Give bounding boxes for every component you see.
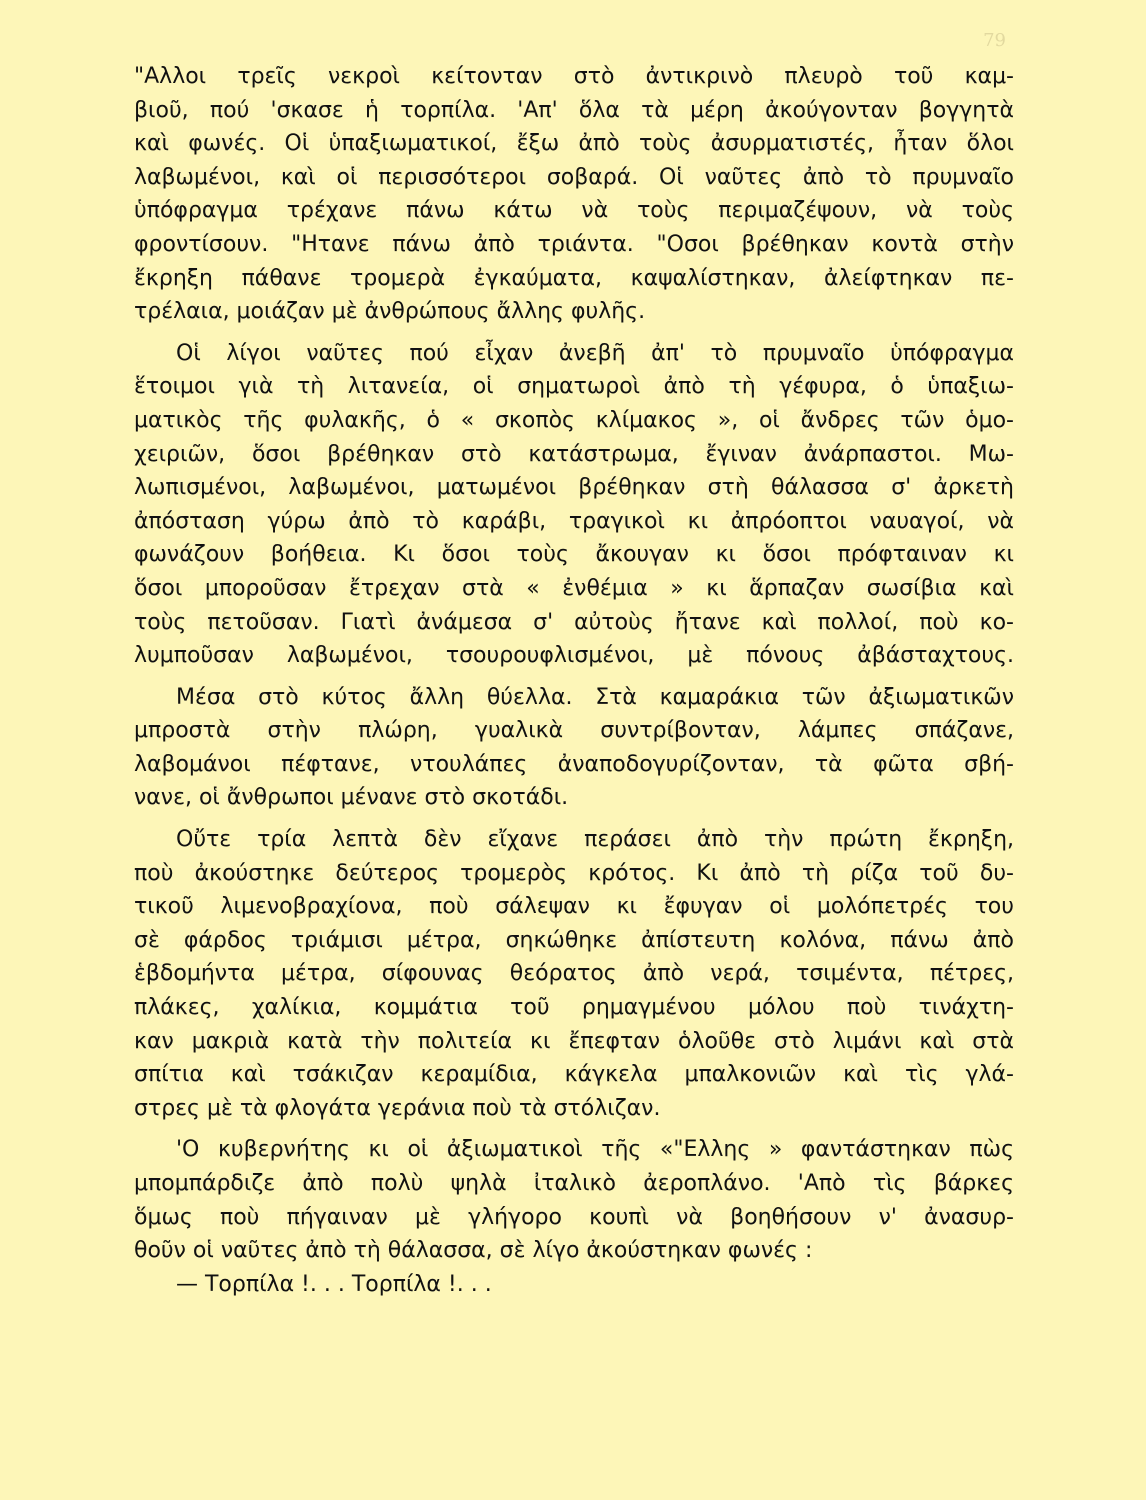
text-line: θοῦν οἱ ναῦτες ἀπὸ τὴ θάλασσα, σὲ λίγο ἀκούστηκαν φωνές :	[134, 1238, 813, 1264]
text-line: ἀπόσταση γύρω ἀπὸ τὸ καράβι, τραγικοὶ κι ἀπρόοπτοι ναυαγοί, νὰ	[134, 508, 1014, 534]
text-line: — Τορπίλα !. . . Τορπίλα !. . .	[176, 1271, 492, 1297]
page-number: 79	[983, 30, 1006, 51]
text-line: στρες μὲ τὰ φλογάτα γεράνια ποὺ τὰ στόλιζαν.	[134, 1095, 661, 1121]
text-line: τικοῦ λιμενοβραχίονα, ποὺ σάλεψαν κι ἔφυγαν οἱ μολόπετρές του	[134, 894, 1014, 920]
text-line: ὅσοι μποροῦσαν ἔτρεχαν στὰ « ἐνθέμια » κι ἅρπαζαν σωσίβια καὶ	[134, 575, 1014, 601]
text-line: λαβομάνοι πέφτανε, ντουλάπες ἀναποδογυρίζονταν, τὰ φῶτα σβή-	[134, 751, 1014, 777]
text-line: νανε, οἱ ἄνθρωποι μένανε στὸ σκοτάδι.	[134, 785, 569, 811]
paragraph-6	[134, 1268, 1014, 1302]
text-line: Οὔτε τρία λεπτὰ δὲν εἴχανε περάσει ἀπὸ τὴν πρώτη ἔκρηξη,	[176, 827, 1014, 853]
text-line: ποὺ ἀκούστηκε δεύτερος τρομερὸς κρότος. Κι ἀπὸ τὴ ρίζα τοῦ δυ-	[134, 860, 1014, 886]
text-line: Μέσα στὸ κύτος ἄλλη θύελλα. Στὰ καμαράκια τῶν ἀξιωματικῶν	[176, 684, 1014, 710]
text-line: λαβωμένοι, καὶ οἱ περισσότεροι σοβαρά. Οἱ ναῦτες ἀπὸ τὸ πρυμναῖο	[134, 164, 1014, 190]
text-line: καὶ φωνές. Οἱ ὑπαξιωματικοί, ἔξω ἀπὸ τοὺς ἀσυρματιστές, ἦταν ὅλοι	[134, 131, 1014, 157]
text-line: μπροστὰ στὴν πλώρη, γυαλικὰ συντρίβονταν, λάμπες σπάζανε,	[134, 718, 1014, 744]
text-line: καν μακριὰ κατὰ τὴν πολιτεία κι ἔπεφταν ὁλοῦθε στὸ λιμάνι καὶ στὰ	[134, 1028, 1014, 1054]
paragraph-4	[134, 823, 1014, 1125]
text-line: Οἱ λίγοι ναῦτες πού εἶχαν ἀνεβῆ ἀπ' τὸ πρυμναῖο ὑπόφραγμα	[176, 340, 1014, 366]
paragraph-5	[134, 1133, 1014, 1267]
text-line: ἕτοιμοι γιὰ τὴ λιτανεία, οἱ σηματωροὶ ἀπὸ τὴ γέφυρα, ὁ ὑπαξιω-	[134, 374, 1014, 400]
body-text	[134, 60, 1014, 1301]
text-line: μπομπάρδιζε ἀπὸ πολὺ ψηλὰ ἰταλικὸ ἀεροπλάνο. 'Απὸ τὶς βάρκες	[134, 1171, 1014, 1196]
text-line: χειριῶν, ὅσοι βρέθηκαν στὸ κατάστρωμα, ἔγιναν ἀνάρπαστοι. Μω-	[134, 441, 1014, 467]
text-line: τοὺς πετοῦσαν. Γιατὶ ἀνάμεσα σ' αὐτοὺς ἤτανε καὶ πολλοί, ποὺ κο-	[134, 609, 1014, 635]
text-line: πλάκες, χαλίκια, κομμάτια τοῦ ρημαγμένου μόλου ποὺ τινάχτη-	[134, 995, 1014, 1021]
paragraph-2	[134, 337, 1014, 673]
paragraph-1	[134, 60, 1014, 329]
text-line: ὅμως ποὺ πήγαιναν μὲ γλήγορο κουπὶ νὰ βοηθήσουν ν' ἀνασυρ-	[134, 1204, 1014, 1230]
text-line: 'Ο κυβερνήτης κι οἱ ἀξιωματικοὶ τῆς «"Ελλης » φαντάστηκαν πὼς	[176, 1137, 1014, 1163]
text-line: ἑβδομήντα μέτρα, σίφουνας θεόρατος ἀπὸ νερά, τσιμέντα, πέτρες,	[134, 961, 1014, 987]
text-line: λυμποῦσαν λαβωμένοι, τσουρουφλισμένοι, μὲ πόνους ἀβάσταχτους.	[134, 643, 1014, 669]
text-line: λωπισμένοι, λαβωμένοι, ματωμένοι βρέθηκαν στὴ θάλασσα σ' ἀρκετὴ	[134, 475, 1014, 501]
text-line: τρέλαια, μοιάζαν μὲ ἀνθρώπους ἄλλης φυλῆς.	[134, 299, 646, 325]
paragraph-3	[134, 681, 1014, 815]
text-line: "Αλλοι τρεῖς νεκροὶ κείτονταν στὸ ἀντικρινὸ πλευρὸ τοῦ καμ-	[134, 64, 1014, 89]
text-line: φωνάζουν βοήθεια. Κι ὅσοι τοὺς ἄκουγαν κι ὅσοι πρόφταιναν κι	[134, 542, 1014, 568]
text-line: ἔκρηξη πάθανε τρομερὰ ἐγκαύματα, καψαλίστηκαν, ἀλείφτηκαν πε-	[134, 265, 1014, 291]
text-line: ὑπόφραγμα τρέχανε πάνω κάτω νὰ τοὺς περιμαζέψουν, νὰ τοὺς	[134, 198, 1014, 224]
text-line: σὲ φάρδος τριάμισι μέτρα, σηκώθηκε ἀπίστευτη κολόνα, πάνω ἀπὸ	[134, 927, 1014, 953]
text-line: σπίτια καὶ τσάκιζαν κεραμίδια, κάγκελα μπαλκονιῶν καὶ τὶς γλά-	[134, 1062, 1014, 1088]
text-line: βιοῦ, πού 'σκασε ἡ τορπίλα. 'Απ' ὅλα τὰ μέρη ἀκούγονταν βογγητὰ	[134, 97, 1014, 123]
text-line: φροντίσουν. "Ητανε πάνω ἀπὸ τριάντα. "Οσοι βρέθηκαν κοντὰ στὴν	[134, 231, 1014, 257]
text-line: ματικὸς τῆς φυλακῆς, ὁ « σκοπὸς κλίμακος », οἱ ἄνδρες τῶν ὁμο-	[134, 407, 1014, 433]
